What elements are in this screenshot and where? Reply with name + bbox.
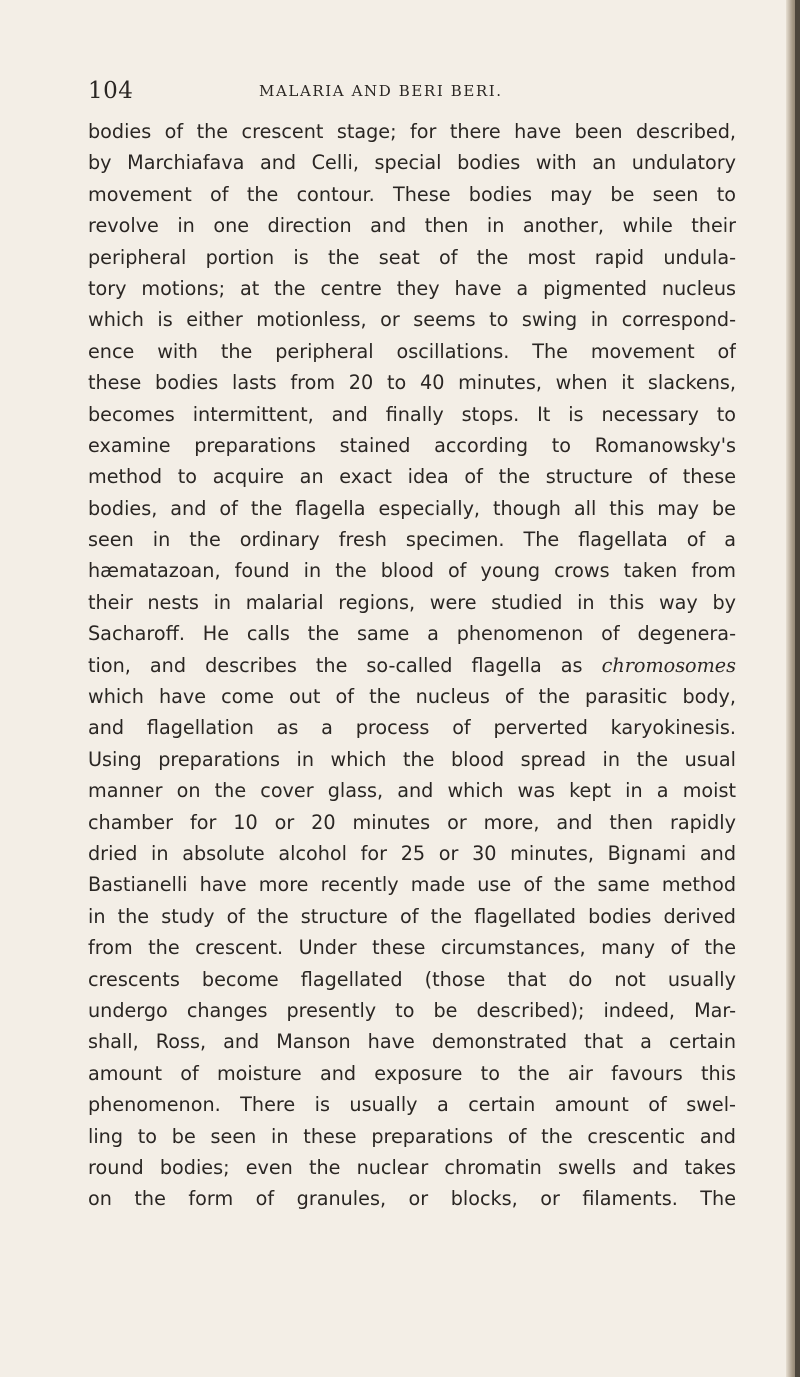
text-line: Bastianelli have more recently made use of the same method: [88, 873, 736, 897]
text-fragment: tion, and describes the so-called flagella as: [88, 653, 583, 677]
text-line: ling to be seen in these preparations of the crescentic and: [88, 1124, 736, 1148]
text-line: Using preparations in which the blood spread in the usual: [88, 747, 736, 771]
text-line: on the form of granules, or blocks, or filaments. The: [88, 1187, 736, 1211]
text-line: revolve in one direction and then in another, while their: [88, 214, 736, 238]
text-line: bodies of the crescent stage; for there have been described,: [88, 120, 736, 143]
text-line: dried in absolute alcohol for 25 or 30 minutes, Bignami and: [88, 841, 736, 865]
text-line: manner on the cover glass, and which was kept in a moist: [88, 779, 736, 803]
text-line: phenomenon. There is usually a certain amount of swel-: [88, 1093, 736, 1117]
text-line: ence with the peripheral oscillations. The movement of: [88, 339, 736, 363]
text-line: chamber for 10 or 20 minutes or more, and then rapidly: [88, 810, 736, 834]
text-line: undergo changes presently to be described); indeed, Mar-: [88, 998, 736, 1022]
body-text: [88, 116, 736, 1215]
text-line: seen in the ordinary fresh specimen. The flagellata of a: [88, 528, 736, 552]
text-line: by Marchiafava and Celli, special bodies with an undulatory: [88, 151, 736, 175]
running-head: [88, 78, 728, 106]
text-line: which have come out of the nucleus of the parasitic body,: [88, 685, 736, 709]
text-line: in the study of the structure of the flagellated bodies derived: [88, 904, 736, 928]
page-number: 104: [88, 78, 134, 104]
text-line: movement of the contour. These bodies may be seen to: [88, 182, 736, 206]
text-line: shall, Ross, and Manson have demonstrated that a certain: [88, 1030, 736, 1054]
text-line: hæmatazoan, found in the blood of young crows taken from: [88, 559, 736, 583]
text-line: which is either motionless, or seems to swing in correspond-: [88, 308, 736, 332]
text-line: method to acquire an exact idea of the structure of these: [88, 465, 736, 489]
text-line: amount of moisture and exposure to the air favours this: [88, 1061, 736, 1085]
text-line: bodies, and of the flagella especially, though all this may be: [88, 496, 736, 520]
text-line: their nests in malarial regions, were studied in this way by: [88, 590, 736, 614]
page-edge-binding: [795, 0, 800, 1377]
text-line: examine preparations stained according to Romanowsky's: [88, 433, 736, 457]
text-line: becomes intermittent, and finally stops. It is necessary to: [88, 402, 736, 426]
text-line: and flagellation as a process of perverted karyokinesis.: [88, 716, 736, 740]
text-line-with-italic: [88, 650, 736, 681]
text-line: these bodies lasts from 20 to 40 minutes, when it slackens,: [88, 371, 736, 395]
running-title: MALARIA AND BERI BERI.: [259, 82, 503, 100]
text-line: Sacharoff. He calls the same a phenomenon of degenera-: [88, 622, 736, 646]
text-line: round bodies; even the nuclear chromatin swells and takes: [88, 1155, 736, 1179]
text-line: from the crescent. Under these circumstances, many of the: [88, 936, 736, 960]
text-line: crescents become flagellated (those that do not usually: [88, 967, 736, 991]
text-line: peripheral portion is the seat of the most rapid undula-: [88, 245, 736, 269]
italic-term: chromosomes: [601, 653, 736, 677]
text-line: tory motions; at the centre they have a pigmented nucleus: [88, 276, 736, 300]
